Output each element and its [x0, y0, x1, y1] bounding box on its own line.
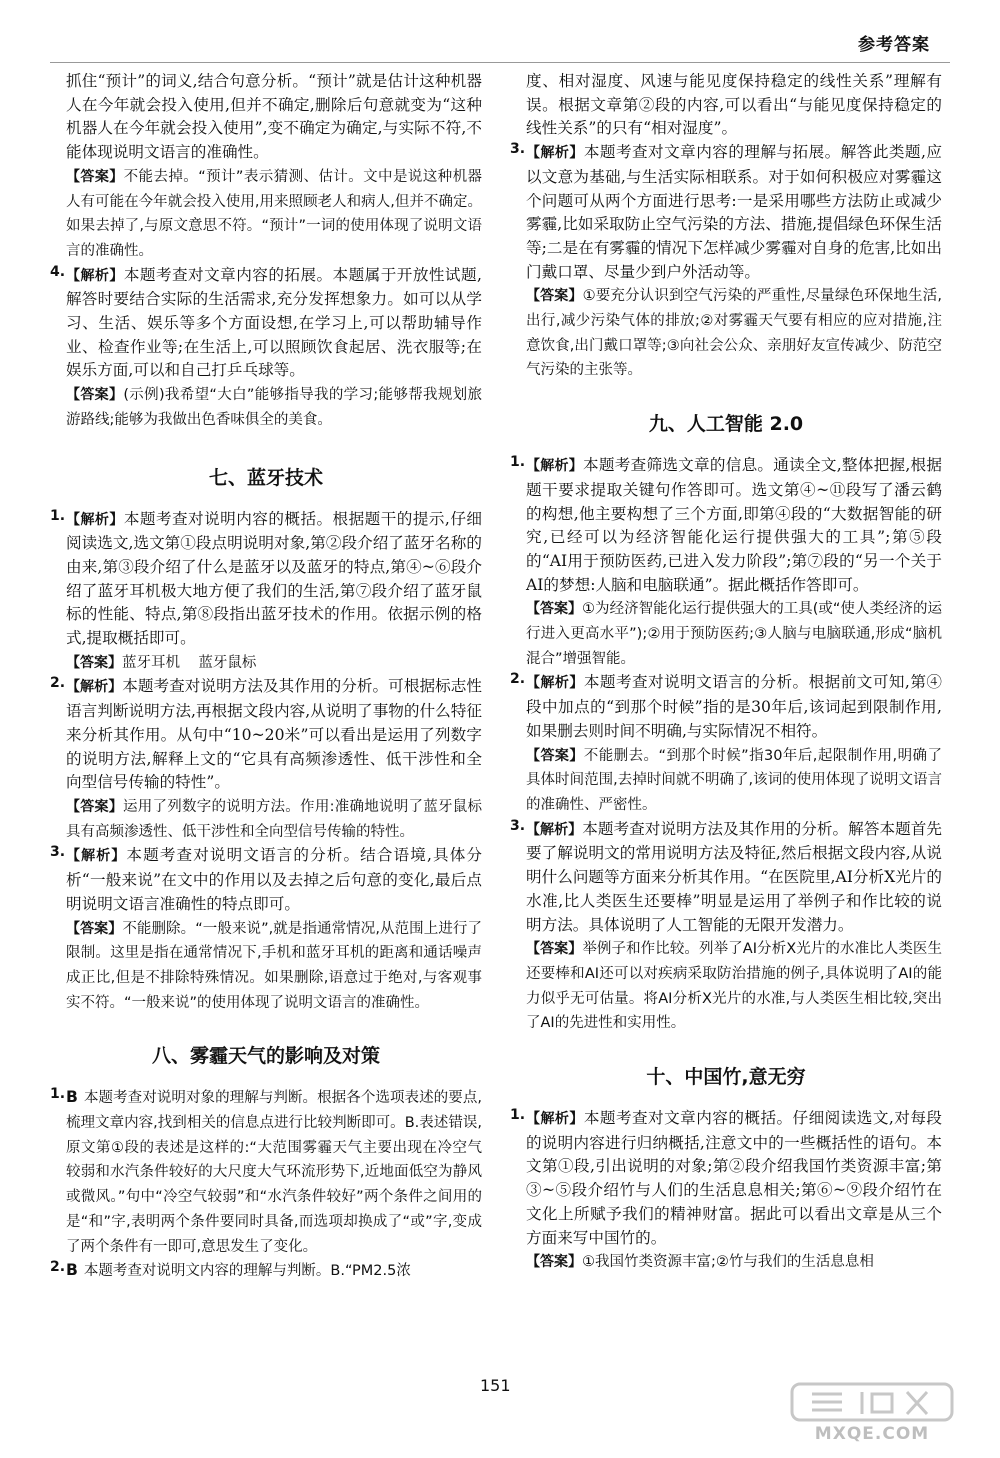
left-column	[50, 70, 482, 1284]
question-number: 3.	[50, 844, 66, 861]
choice-paragraph	[66, 1259, 482, 1284]
answer-tag: 【答案】	[526, 601, 583, 618]
answer-paragraph	[66, 651, 482, 676]
question-item	[510, 818, 942, 1036]
answer-paragraph	[66, 795, 482, 844]
analysis-tag: 【解析】	[526, 145, 584, 162]
question-number: 1.	[510, 454, 526, 471]
section-title: 八、雾霾天气的影响及对策	[151, 1045, 380, 1068]
analysis-paragraph	[526, 1107, 942, 1250]
analysis-tag: 【解析】	[66, 848, 127, 865]
answer-tag: 【答案】	[66, 798, 124, 815]
analysis-text: 本题考查对文章内容的理解与拓展。解答此类题,应以文意为基础,与生活实际相联系。对于如何积极应对雾霾这个问题可从两个方面进行思考:一是采用哪些方法防止或减少雾霾,比如采取防止空气污染的方法、措施,提倡绿色环保生活等;二是在有雾霾的情况下怎样减少雾霾对自身的危害,比如出门戴口罩、尽量少到户外活动等。	[526, 143, 942, 281]
answer-paragraph	[526, 1250, 942, 1275]
analysis-tag: 【解析】	[66, 511, 124, 528]
analysis-text: 本题考查对说明方法及其作用的分析。解答本题首先要了解说明文的常用说明方法及特征,然后根据文段内容,从说明什么问题等方面来分析其作用。“在医院里,AI分析X光片的水准,比人类医生还要棒”明显是运用了举例子和作比较的说明方法。具体说明了人工智能的无限开发潜力。	[526, 819, 942, 934]
continued-paragraph: 度、相对湿度、风速与能见度保持稳定的线性关系”理解有误。根据文章第②段的内容,可以看出“与能见度保持稳定的线性关系”的只有“相对湿度”。	[526, 72, 942, 138]
choice-letter: B	[66, 1261, 78, 1280]
answer-text: 不能删去。“到那个时候”指30年后,起限制作用,明确了具体时间范围,去掉时间就不明确了,该词的使用体现了说明文语言的准确性、严密性。	[526, 747, 942, 813]
analysis-paragraph	[526, 141, 942, 284]
analysis-tag: 【解析】	[526, 675, 584, 692]
analysis-text: 本题考查对说明文语言的分析。根据前文可知,第④段中加点的“到那个时候”指的是30年后,该词起到限制作用,如果删去则时间不明确,与实际情况不相符。	[526, 673, 942, 740]
section-title: 九、人工智能 2.0	[648, 413, 804, 436]
answer-paragraph	[526, 744, 942, 818]
answer-paragraph	[526, 937, 942, 1036]
question-item	[50, 264, 482, 433]
question-number: 2.	[50, 675, 66, 692]
question-number: 1.	[510, 1107, 526, 1124]
watermark-logo	[772, 1380, 972, 1444]
answer-tag: 【答案】	[66, 387, 124, 404]
question-item	[510, 141, 942, 383]
analysis-text: 本题考查对说明文语言的分析。结合语境,具体分析“一般来说”在文中的作用以及去掉之后句意的变化,最后点明说明文语言准确性的特点即可。	[66, 846, 483, 913]
analysis-paragraph	[66, 844, 482, 916]
question-number: 1.	[50, 1086, 66, 1103]
analysis-paragraph	[526, 818, 942, 938]
answer-tag: 【答案】	[66, 168, 124, 185]
question-item	[510, 454, 942, 671]
watermark-emblem-icon	[772, 1380, 972, 1424]
analysis-tag: 【解析】	[526, 1111, 584, 1128]
analysis-paragraph	[66, 508, 482, 651]
answer-text: 运用了列数字的说明方法。作用:准确地说明了蓝牙鼠标具有高频渗透性、低干涉性和全向型信号传输的特性。	[66, 798, 482, 840]
answer-text: 蓝牙耳机 蓝牙鼠标	[122, 654, 257, 671]
header-label: 参考答案	[858, 35, 930, 55]
choice-paragraph	[66, 1086, 482, 1259]
question-number: 2.	[50, 1259, 66, 1276]
answer-tag: 【答案】	[526, 1254, 582, 1271]
answer-text: 不能去掉。“预计”表示猜测、估计。文中是说这种机器人有可能在今年就会投入使用,用来照顾老人和病人,但并不确定。如果去掉了,与原文意思不符。“预计”一词的使用体现了说明文语言的准确性。	[66, 168, 482, 259]
analysis-paragraph	[66, 264, 482, 384]
analysis-text: 本题考查对说明内容的概括。根据题干的提示,仔细阅读选文,选文第①段点明说明对象,第②段介绍了蓝牙名称的由来,第③段介绍了什么是蓝牙以及蓝牙的特点,第④~⑥段介绍了蓝牙耳机极大地方便了我们的生活,第⑦段介绍了蓝牙鼠标的性能、特点,第⑧段指出蓝牙技术的作用。依据示例的格式,提取概括即可。	[66, 509, 482, 648]
question-item	[510, 1107, 942, 1275]
question-item	[50, 1086, 482, 1259]
question-number: 4.	[50, 263, 66, 280]
analysis-text: 本题考查筛选文章的信息。通读全文,整体把握,根据题干要求提取关键句作答即可。选文第④~⑪段写了潘云鹤的构想,他主要构想了三个方面,即第④段的“大数据智能的研究,已经可以为经济智能化运行提供强大的工具”;第⑤段的“AI用于预防医药,已进入发力阶段”;第⑦段的“另一个关于AI的梦想:人脑和电脑联通”。据此概括作答即可。	[526, 456, 942, 594]
question-number: 1.	[50, 507, 66, 524]
header-rule	[50, 62, 950, 63]
right-column	[510, 70, 942, 1275]
answer-paragraph	[66, 917, 482, 1016]
answer-tag: 【答案】	[526, 288, 583, 305]
question-number: 2.	[510, 671, 526, 688]
answer-text: ①为经济智能化运行提供强大的工具(或“使人类经济的运行进入更高水平”);②用于预防医药;③人脑与电脑联通,形成“脑机混合”增强智能。	[526, 601, 942, 667]
question-item	[50, 508, 482, 676]
answer-text: ①我国竹类资源丰富;②竹与我们的生活息息相	[582, 1254, 874, 1271]
intro-paragraph: 抓住“预计”的词义,结合句意分析。“预计”就是估计这种机器人在今年就会投入使用,但并不确定,删除后句意就变为“这种机器人在今年就会投入使用”,变不确定为确定,与实际不符,不能体现说明文语言的准确性。	[66, 72, 482, 162]
question-item	[510, 671, 942, 817]
answer-tag: 【答案】	[526, 941, 583, 958]
analysis-paragraph	[526, 671, 942, 743]
question-item	[50, 675, 482, 844]
answer-text: ①要充分认识到空气污染的严重性,尽量绿色环保地生活,出行,减少污染气体的排放;②对雾霾天气要有相应的应对措施,注意饮食,出门戴口罩等;③向社会公众、亲朋好友宣传减少、防范空气污染的主张等。	[526, 288, 942, 379]
answer-paragraph	[526, 597, 942, 671]
answer-paragraph	[526, 284, 942, 383]
answer-tag: 【答案】	[526, 747, 584, 764]
answer-paragraph	[66, 383, 482, 432]
intro-answer	[50, 165, 482, 264]
section-title: 十、中国竹,意无穷	[646, 1066, 806, 1089]
answer-text: 举例子和作比较。列举了AI分析X光片的水准比人类医生还要棒和AI还可以对疾病采取防治措施的例子,具体说明了AI的能力似乎无可估量。将AI分析X光片的水准,与人类医生相比较,突出了AI的先进性和实用性。	[526, 941, 942, 1032]
answer-text: (示例)我希望“大白”能够指导我的学习;能够帮我规划旅游路线;能够为我做出色香味俱全的美食。	[66, 387, 482, 428]
watermark-text: MXQE.COM	[814, 1424, 930, 1444]
analysis-tag: 【解析】	[66, 267, 124, 284]
analysis-text: 本题考查对说明方法及其作用的分析。可根据标志性语言判断说明方法,再根据文段内容,从说明了事物的什么特征来分析其作用。从句中“10~20米”可以看出是运用了列数字的说明方法,解释上文的“它具有高频渗透性、低干涉性和全向型信号传输的特性”。	[66, 677, 482, 792]
question-item	[50, 844, 482, 1015]
analysis-paragraph	[66, 675, 482, 795]
choice-text: 本题考查对说明对象的理解与判断。根据各个选项表述的要点,梳理文章内容,找到相关的信息点进行比较判断即可。B.表述错误,原文第①段的表述是这样的:“大范围雾霾天气主要出现在冷空气较弱和水汽条件较好的大尺度大气环流形势下,近地面低空为静风或微风。”句中“冷空气较弱”和“水汽条件较好”两个条件之间用的是“和”字,表明两个条件要同时具备,而选项却换成了“或”字,变成了两个条件有一即可,意思发生了变化。	[66, 1090, 482, 1255]
page-number: 151	[480, 1376, 511, 1395]
analysis-paragraph	[526, 454, 942, 597]
answer-text: 不能删除。“一般来说”,就是指通常情况,从范围上进行了限制。这里是指在通常情况下,手机和蓝牙耳机的距离和通话噪声成正比,但是不排除特殊情况。如果删除,语意过于绝对,与客观事实不符。“一般来说”的使用体现了说明文语言的准确性。	[66, 920, 482, 1011]
answer-tag: 【答案】	[66, 920, 123, 937]
choice-text: 本题考查对说明文内容的理解与判断。B.“PM2.5浓	[83, 1263, 411, 1280]
analysis-text: 本题考查对文章内容的概括。仔细阅读选文,对每段的说明内容进行归纳概括,注意文中的一些概括性的语句。本文第①段,引出说明的对象;第②段介绍我国竹类资源丰富;第③~⑤段介绍竹与人们的生活息息相关;第⑥~⑨段介绍竹在文化上所赋予我们的精神财富。据此可以看出文章是从三个方面来写中国竹的。	[526, 1109, 942, 1247]
analysis-text: 本题考查对文章内容的拓展。本题属于开放性试题,解答时要结合实际的生活需求,充分发挥想象力。如可以从学习、生活、娱乐等多个方面设想,在学习上,可以帮助辅导作业、检查作业等;在生活上,可以照顾饮食起居、洗衣服等;在娱乐方面,可以和自己打乒乓球等。	[66, 265, 482, 380]
choice-letter: B	[66, 1088, 78, 1107]
question-number: 3.	[510, 141, 526, 158]
question-item	[50, 1259, 482, 1284]
analysis-tag: 【解析】	[526, 458, 584, 475]
section-title: 七、蓝牙技术	[208, 466, 323, 489]
question-number: 3.	[510, 817, 526, 834]
analysis-tag: 【解析】	[66, 679, 123, 696]
analysis-tag: 【解析】	[526, 821, 583, 838]
answer-tag: 【答案】	[66, 654, 122, 671]
